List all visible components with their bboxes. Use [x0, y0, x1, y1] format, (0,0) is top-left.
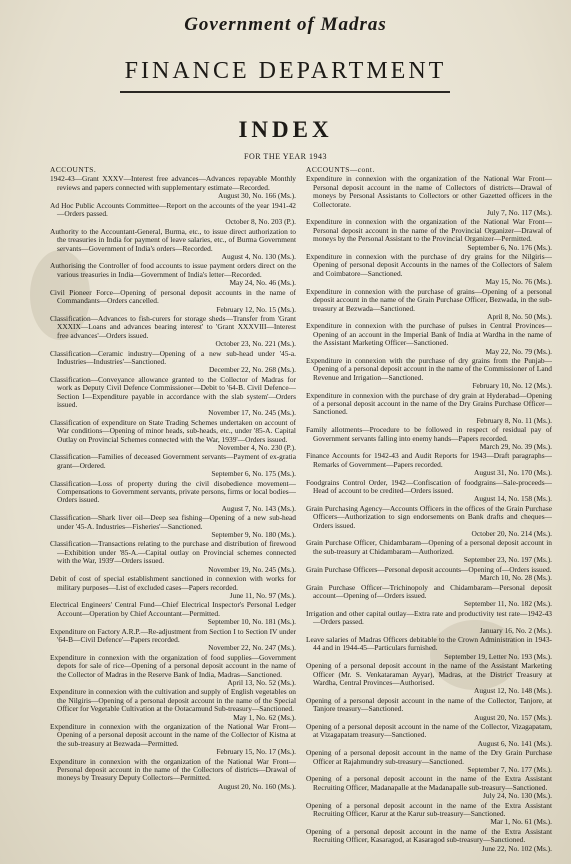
entry-text: Civil Pioneer Force—Opening of personal deposit accounts in the name of Commandants—Orders cancelled.: [50, 287, 296, 306]
index-entry: [50, 175, 296, 200]
index-entry: [50, 575, 296, 600]
entry-text: Classification—Loss of property during the civil disobedience movement—Compensations to Government servants, private persons, firms or local bodies—Orders issued.: [50, 478, 296, 505]
index-entry: [50, 514, 296, 539]
entry-text: Expenditure in connexion with the purchase of dry grain at Hyderabad—Opening of a personal deposit account in the name of the Dry Grains Purchase Officer—Sanctioned.: [306, 390, 552, 417]
index-entry: [50, 202, 296, 227]
entry-text: Family allotments—Procedure to be followed in respect of residual pay of Government servants falling into enemy hands—Papers recorded.: [306, 425, 552, 443]
section-heading: ACCOUNTS—cont.: [306, 166, 375, 174]
entry-date: March 10, No. 28 (Ms.).: [479, 573, 552, 583]
right-entry-list: [306, 175, 552, 853]
entry-text: Grain Purchasing Agency—Accounts Officers in the offices of the Grain Purchase Officers—Authorization to sign endorsements on Bank drafts and cheques—Orders issued.: [306, 503, 552, 530]
entry-date: September 23, No. 197 (Ms.).: [463, 555, 552, 565]
index-entry: [306, 505, 552, 539]
entry-date: February 15, No. 17 (Ms.).: [216, 747, 296, 757]
index-entry: [306, 322, 552, 356]
entry-text: Classification—Families of deceased Government servants—Payment of ex-gratia grant—Ordered.: [50, 452, 296, 470]
entry-text: Opening of a personal deposit account in the name of the Collector, Vizagapatam, at Vizagapatam treasury—Sanctioned.: [306, 722, 552, 740]
entry-text: Expenditure in connexion with the organization of the National War Front—Opening of a personal deposit account in the name of the Collector of Kistna at the sub-treasury at Bezwada—Permitted.: [50, 722, 296, 748]
index-entry: [50, 315, 296, 349]
index-entry: [306, 218, 552, 252]
entry-date: March 29, No. 39 (Ms.).: [479, 442, 552, 451]
entry-text: Expenditure in connexion with the purchase of dry grains for the Nilgiris—Opening of personal deposit Accounts in the names of the Collectors of Salem and Coimbatore—Sanctioned.: [306, 252, 552, 278]
entry-date: May 24, No. 46 (Ms.).: [229, 278, 296, 288]
entry-text: Expenditure in connexion with the organization of the National War Front—Personal deposit account in the name of Collectors of districts—Drawal of moneys by Personal Assistants to Collectors or other Gazetted officers in the Collectorate.: [306, 174, 552, 209]
entry-text: Expenditure in connexion with the purchase of dry grains from the Punjab—Opening of a personal deposit account in the name of the Commissioner of Land Revenue and Irrigation—Sanctioned.: [306, 355, 552, 382]
entry-text: Opening of a personal deposit account in the name of the Extra Assistant Recruiting Officer, Madanapalle at the Madanapalle sub-treasury—Sanctioned.: [306, 774, 552, 792]
index-entry: [50, 228, 296, 262]
section-heading: ACCOUNTS.: [50, 166, 97, 174]
index-entry: [50, 601, 296, 626]
index-entry: [306, 479, 552, 504]
entry-date: September 10, No. 181 (Ms.).: [207, 617, 296, 627]
index-entry: [306, 610, 552, 635]
entry-text: Expenditure in connexion with the organization of the National War Front—Personal deposit account in the name of the Collectors of districts—Drawal of moneys by Treasury Deputy Collectors—Permitted.: [50, 756, 296, 783]
entry-text: Grain Purchase Officer—Trichinopoly and Chidambaram—Personal deposit account—Opening of—Orders issued.: [306, 582, 552, 600]
entry-date: August 7, No. 143 (Ms.).: [221, 503, 296, 513]
entry-date: September 6, No. 176 (Ms.).: [467, 242, 552, 252]
entry-text: Classification—Advances to fish-curers for storage sheds—Transfer from 'Grant XXXIX—Loans and advances bearing interest' to 'Grant XXXVIII—Interest free advances'—Orders issued.: [50, 313, 296, 340]
title-rule: [120, 91, 450, 93]
index-entry: [306, 723, 552, 748]
entry-text: Expenditure in connexion with the purchase of grains—Opening of a personal deposit account in the name of the Grain Purchase Officer, Bezwada, in the sub-treasury at Bezwada—Sanctioned.: [306, 286, 552, 313]
government-title: Government of Madras: [184, 14, 387, 35]
entry-text: Expenditure in connexion with the cultivation and supply of English vegetables on the Nilgiris—Opening of a personal deposit account in the name of the Special Officer for Vegetable Cultivation at the Ootacamund Sub-treasury—Sanctioned.: [50, 687, 296, 714]
index-entry: [306, 253, 552, 287]
department-title: FINANCE DEPARTMENT: [124, 58, 447, 84]
index-entry: [50, 376, 296, 418]
entry-date: November 19, No. 245 (Ms.).: [208, 564, 296, 574]
entry-date: September 7, No. 177 (Ms.).: [467, 765, 552, 775]
entry-text: Grain Purchase Officers—Personal deposit accounts—Opening of—Orders issued.: [306, 564, 552, 574]
entry-date: November 17, No. 245 (Ms.).: [208, 408, 296, 418]
entry-date: July 7, No. 117 (Ms.).: [486, 208, 552, 218]
entry-text: Leave salaries of Madras Officers debitable to the Crown Administration in 1943-44 and in 1944-45—Particulars furnished.: [306, 634, 552, 653]
entry-date: August 4, No. 130 (Ms.).: [221, 252, 296, 262]
index-entry: [306, 392, 552, 426]
index-entry: [50, 540, 296, 574]
year-line: FOR THE YEAR 1943: [244, 152, 327, 161]
entry-date: November 4, No. 230 (P.).: [217, 443, 296, 452]
entry-date: October 23, No. 221 (Ms.).: [215, 339, 296, 349]
left-column: [50, 166, 296, 860]
entry-date: September 6, No. 175 (Ms.).: [211, 469, 296, 479]
entry-date: August 12, No. 148 (Ms.).: [473, 686, 552, 696]
entry-date: April 8, No. 50 (Ms.).: [487, 311, 552, 321]
entry-date: September 11, No. 182 (Ms.).: [464, 599, 552, 609]
entry-date: August 30, No. 166 (Ms.).: [217, 191, 296, 201]
entry-text: Classification—Transactions relating to the purchase and distribution of firewood—Exhibition under '85-A.—Capital outlay on Provincial schemes connected with the War, 1939'—Orders issued.: [50, 539, 296, 566]
entry-text: Expenditure in connexion with the purchase of pulses in Central Provinces—Opening of an account in the Imperial Bank of India at Wardha in the name of the Assistant Marketing Officer—Sanctioned.: [306, 321, 552, 348]
index-entry: [306, 539, 552, 564]
index-entry: [306, 662, 552, 696]
entry-date: May 1, No. 62 (Ms.).: [233, 712, 296, 722]
entry-date: May 22, No. 79 (Ms.).: [485, 346, 552, 356]
index-entry: [50, 419, 296, 453]
index-entry: [50, 453, 296, 478]
entry-date: October 8, No. 203 (P.).: [225, 217, 296, 227]
entry-date: February 12, No. 15 (Ms.).: [216, 304, 296, 314]
entry-date: November 22, No. 247 (Ms.).: [208, 643, 296, 653]
left-entry-list: [50, 175, 296, 791]
entry-date: October 20, No. 214 (Ms.).: [471, 529, 552, 539]
entry-text: Opening of a personal deposit account in the name of the Collector, Tanjore, at Tanjore treasury—Sanctioned.: [306, 695, 552, 714]
entry-text: Expenditure on Factory A.R.P.—Re-adjustment from Section I to Section IV under '64-B—Civil Defence'—Papers recorded.: [50, 626, 296, 644]
entry-date: August 20, No. 157 (Ms.).: [473, 712, 552, 722]
index-entry: [50, 289, 296, 314]
entry-text: Opening of a personal deposit account in the name of the Extra Assistant Recruiting Officer, Kasaragod, at Kasaragod sub-treasury—Sanctioned.: [306, 826, 552, 845]
entry-text: Opening of a personal deposit account in the name of the Assistant Marketing Officer (Mr. S. Venkataraman Ayyar), Madras, at the District Treasury at Wardha, Central Provinces—Authorised.: [306, 661, 552, 687]
entry-text: Grain Purchase Officer, Chidambaram—Opening of a personal deposit account in the sub-treasury at Chidambaram—Authorized.: [306, 538, 552, 556]
index-title: INDEX: [238, 117, 333, 142]
entry-text: Classification—Conveyance allowance granted to the Collector of Madras for work as Deputy Civil Defence Commissioner—Debit to '64-B. Civil Defence—Section I—Expenditure payable in accordance with the slab system'—Orders issued.: [50, 374, 296, 409]
right-column: [306, 166, 552, 860]
entry-text: Authority to the Accountant-General, Burma, etc., to issue direct authorization to the treasuries in India for payment of leave salaries, etc., of Burma Government servants—Government of India's orders—Recorded.: [50, 226, 296, 253]
entry-date: February 8, No. 11 (Ms.).: [476, 415, 552, 425]
entry-date: August 6, No. 141 (Ms.).: [477, 738, 552, 748]
index-entry: [50, 688, 296, 722]
entry-text: Opening of a personal deposit account in the name of the Extra Assistant Recruiting Officer, Karur at the Karur sub-treasury—Sanctioned.: [306, 800, 552, 819]
entry-date: June 11, No. 97 (Ms.).: [229, 590, 296, 600]
entry-text: Classification—Shark liver oil—Deep sea fishing—Opening of a new sub-head under '45-A. Industries—Fisheries'—Sanctioned.: [50, 513, 296, 531]
index-entry: [306, 828, 552, 853]
index-entry: [306, 452, 552, 477]
entry-date: January 16, No. 2 (Ms.).: [479, 625, 552, 635]
entry-text: Classification of expenditure on State Trading Schemes undertaken on account of War conditions—Opening of minor heads, sub-heads, etc., under '85-A. Capital Outlay on Provincial Schemes connected with the War, 1939'—Orders issued.: [50, 417, 296, 444]
index-entry: [306, 584, 552, 609]
entry-date: Mar 1, No. 61 (Ms.).: [490, 817, 552, 827]
entry-text: Opening of a personal deposit account in the name of the Dry Grain Purchase Officer at Rajahmundry sub-treasury—Sanctioned.: [306, 748, 552, 766]
entry-text: 1942-43—Grant XXXV—Interest free advances—Advances repayable Monthly reviews and papers connected with supplementary estimate—Recorded.: [50, 174, 296, 192]
entry-date: July 24, No. 130 (Ms.).: [483, 791, 552, 801]
index-entry: [306, 749, 552, 774]
index-entry: [306, 426, 552, 451]
entry-text: Finance Accounts for 1942-43 and Audit Reports for 1943—Draft paragraphs—Remarks of Government—Papers recorded.: [306, 451, 552, 469]
entry-date: May 15, No. 76 (Ms.).: [485, 277, 552, 287]
index-entry: [306, 175, 552, 217]
index-entry: [50, 480, 296, 514]
index-entry: [306, 357, 552, 391]
index-entry: [50, 628, 296, 653]
entry-date: February 10, No. 12 (Ms.).: [472, 381, 552, 391]
entry-text: Electrical Engineers' Central Fund—Chief Electrical Inspector's Personal Ledger Account—Operation by Chief Accountant—Permitted.: [50, 600, 296, 618]
index-entry: [50, 723, 296, 757]
entry-text: Expenditure in connexion with the organization of food supplies—Government depots for sale of rice—Opening of a personal deposit account in the name of the Collector of Madras in the Reserve Bank of India, Madras—Sanctioned.: [50, 652, 296, 679]
index-entry: [306, 802, 552, 827]
index-entry: [306, 775, 552, 800]
index-entry: [50, 758, 296, 792]
entry-text: Classification—Ceramic industry—Opening of a new sub-head under '45-a. Industries—Industries'—Sanctioned.: [50, 348, 296, 366]
entry-date: August 20, No. 160 (Ms.).: [217, 781, 296, 791]
entry-text: Expenditure in connexion with the organization of the National War Front—Personal deposit account in the name of the Provincial Organizer—Drawal of moneys by the Personal Assistant to the Provincial Organizer—Permitted.: [306, 217, 552, 244]
index-entry: [306, 636, 552, 661]
entry-date: September 19, Letter No. 193 (Ms.).: [444, 651, 552, 661]
entry-text: Ad Hoc Public Accounts Committee—Report on the accounts of the year 1941-42—Orders passed.: [50, 200, 296, 219]
index-entry: [306, 697, 552, 722]
index-entry: [50, 654, 296, 688]
entry-text: Debit of cost of special establishment sanctioned in connexion with works for military purposes—List of excluded cases—Papers recorded.: [50, 574, 296, 592]
entry-text: Authorising the Controller of food accounts to issue payment orders direct on the various treasuries in India—Government of India's letter—Recorded.: [50, 261, 296, 279]
entry-date: December 22, No. 268 (Ms.).: [208, 365, 296, 375]
entry-date: August 31, No. 170 (Ms.).: [473, 468, 552, 478]
entry-date: August 14, No. 158 (Ms.).: [473, 494, 552, 504]
entry-text: Foodgrains Control Order, 1942—Confiscation of foodgrains—Sale-proceeds—Head of account to be credited—Orders issued.: [306, 477, 552, 496]
index-entry: [50, 262, 296, 287]
entry-date: June 22, No. 102 (Ms.).: [481, 843, 552, 853]
index-entry: [306, 288, 552, 322]
entry-date: September 9, No. 180 (Ms.).: [211, 530, 296, 540]
index-entry: [306, 566, 552, 583]
entry-date: April 13, No. 52 (Ms.).: [227, 677, 296, 687]
entry-text: Irrigation and other capital outlay—Extra rate and productivity test rate—1942-43—Orders passed.: [306, 608, 552, 627]
index-entry: [50, 350, 296, 375]
